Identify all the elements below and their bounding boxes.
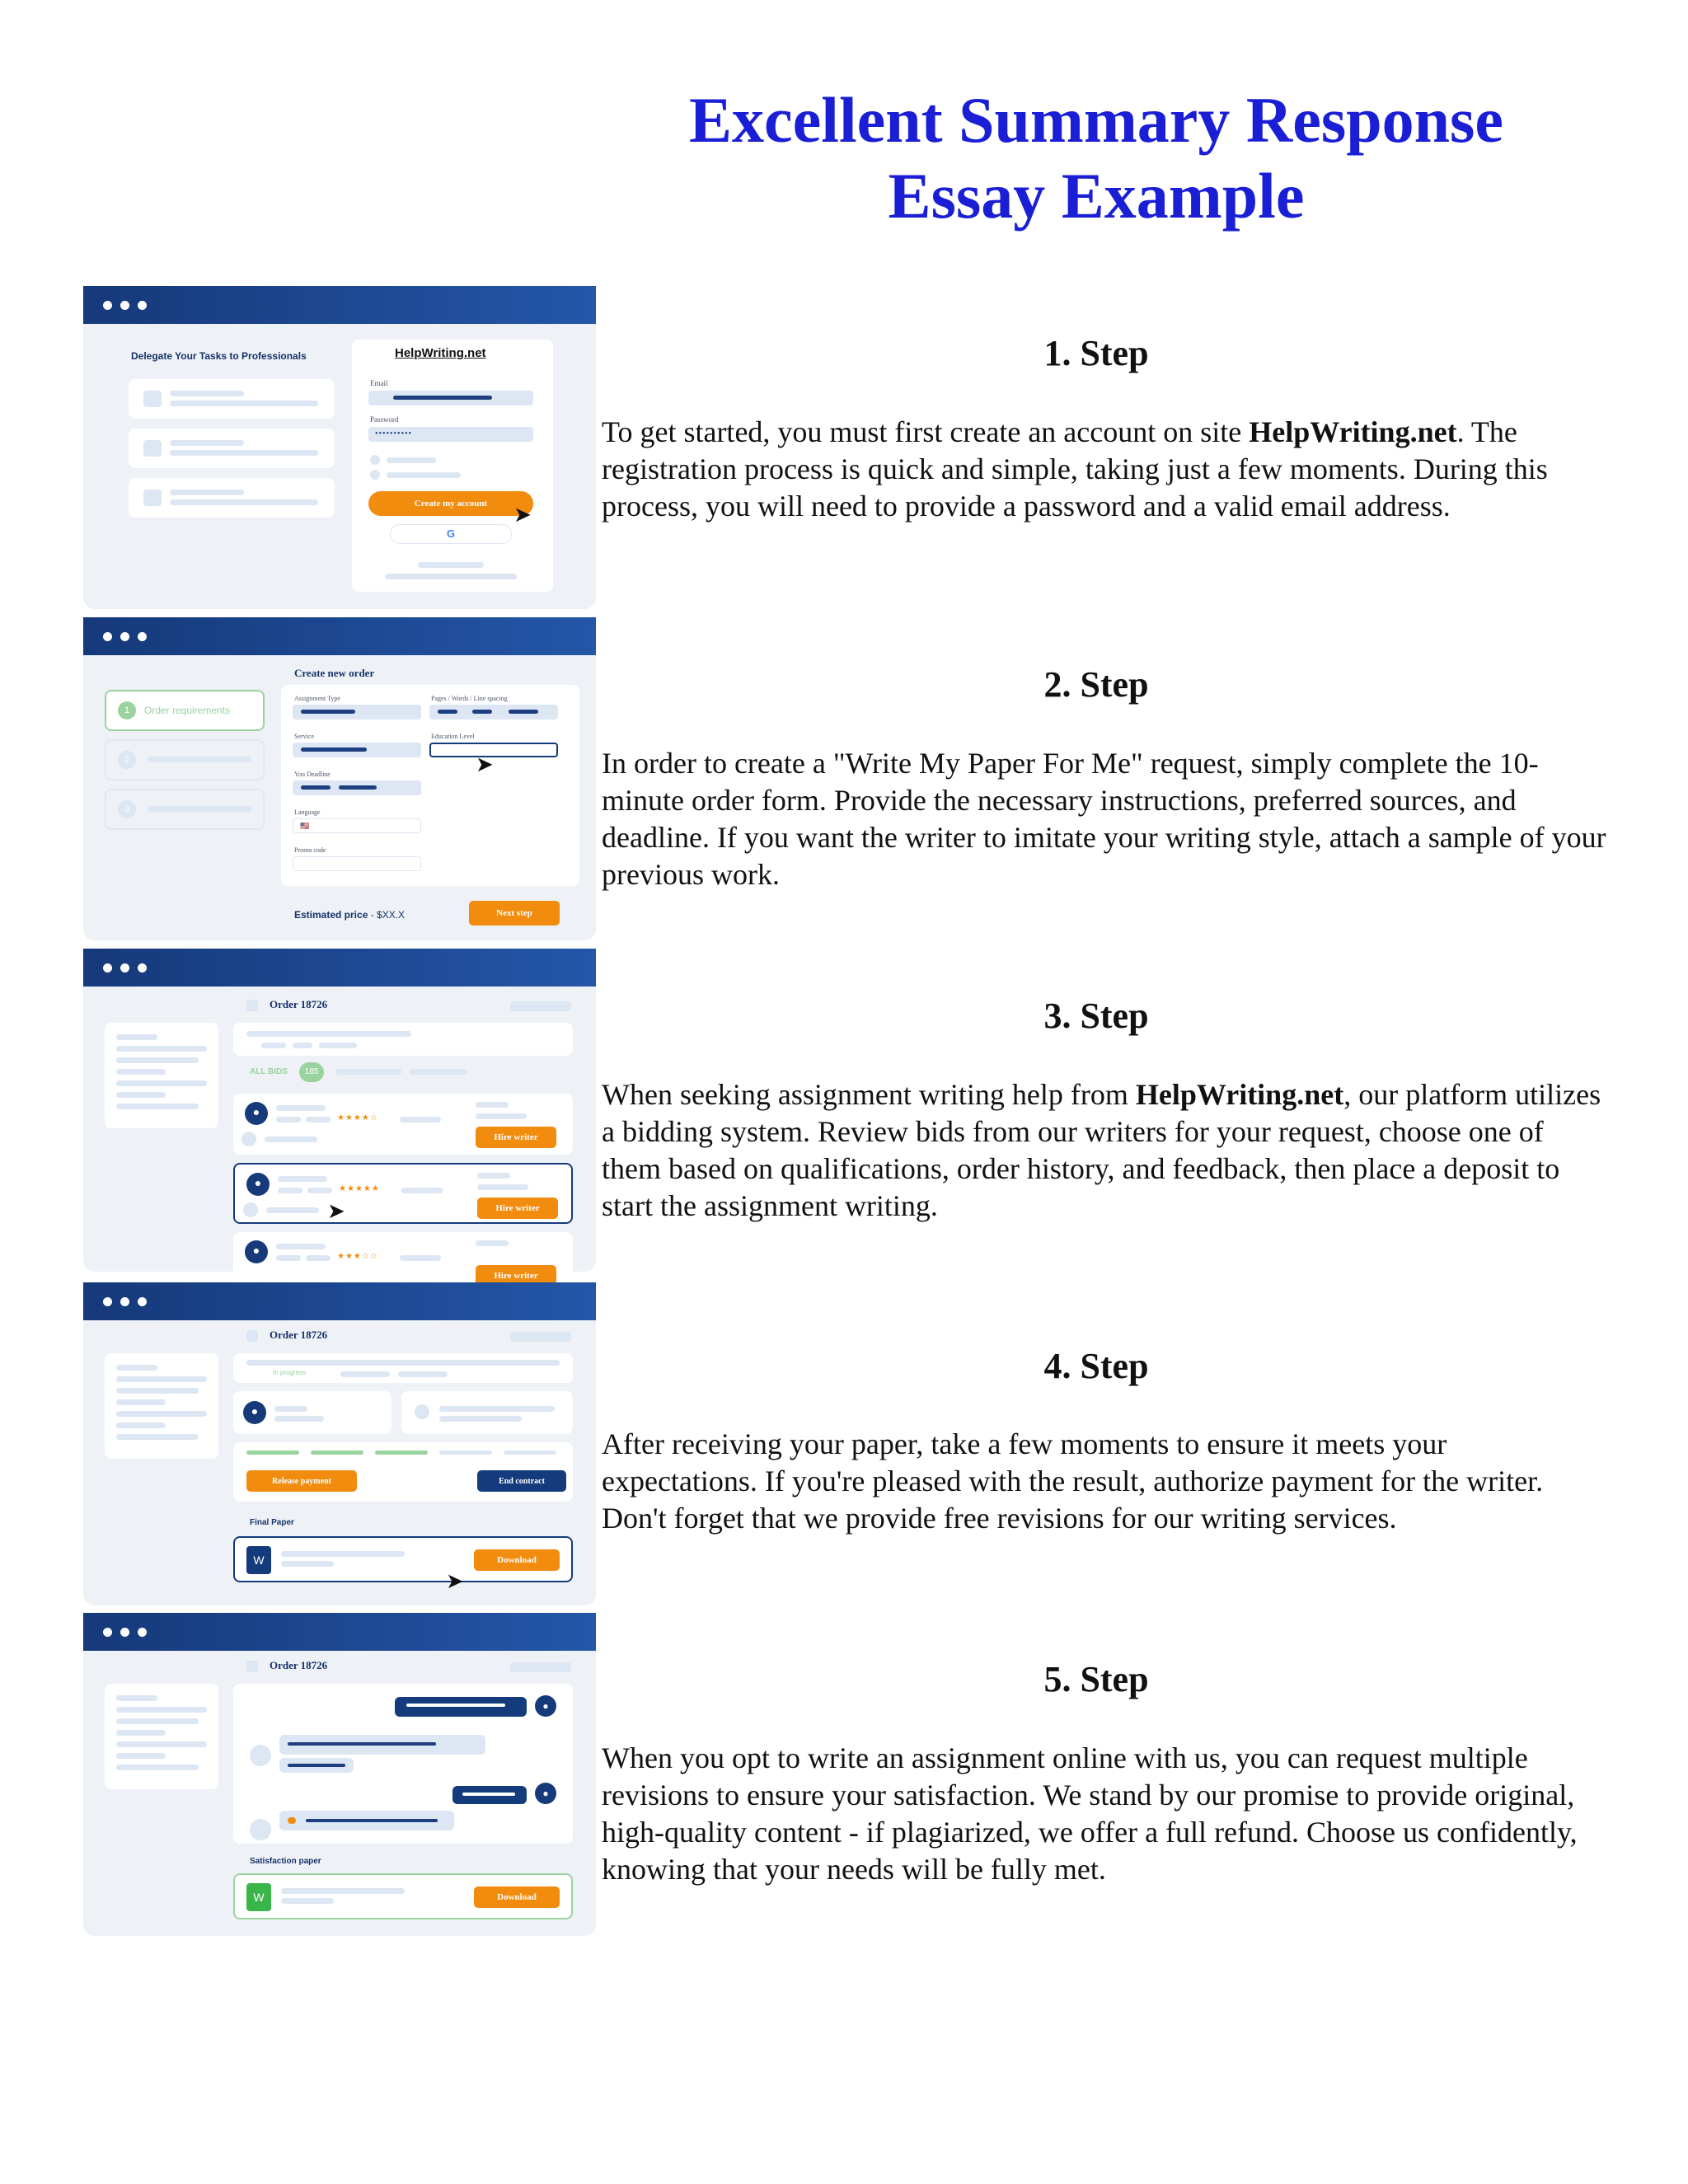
- order-title: Order 18726: [270, 1659, 328, 1671]
- step-number: 1: [118, 701, 136, 719]
- google-signin-button[interactable]: G: [390, 524, 512, 544]
- price-value: - $XX.X: [368, 909, 406, 921]
- writer-card: [233, 1391, 392, 1434]
- window-bar: [83, 617, 596, 655]
- payment-panel: [233, 1442, 573, 1502]
- deadline-label: You Deadline: [294, 771, 331, 778]
- step-3-text: When seeking assignment writing help from HelpWriting.net, our platform utilizes a bidding system. Review bids from our writers for your request, choose one of them based on qualifications, order history, and feedback, then place a deposit to start the assignment writing.: [602, 1078, 1601, 1222]
- sidebar: [105, 1353, 218, 1459]
- education-level-field[interactable]: [429, 743, 558, 757]
- step-5-heading: 5. Step: [1043, 1659, 1149, 1699]
- order-title: Order 18726: [270, 1329, 328, 1341]
- email-label: Email: [370, 379, 388, 387]
- bid-card-selected[interactable]: [233, 1163, 573, 1224]
- step-3[interactable]: [105, 789, 265, 830]
- step-1-heading: 1. Step: [1043, 333, 1149, 373]
- download-button[interactable]: Download: [474, 1549, 560, 1571]
- support-card: [401, 1391, 573, 1434]
- bid-card[interactable]: [233, 1094, 573, 1155]
- window-bar: [83, 949, 596, 987]
- document-icon: W: [246, 1883, 271, 1911]
- assignment-type-field[interactable]: [293, 705, 421, 719]
- final-paper-screenshot: [83, 1282, 596, 1605]
- avatar: ●: [535, 1783, 556, 1804]
- satisfaction-paper-file[interactable]: [233, 1873, 573, 1919]
- language-field[interactable]: 🇺🇸: [293, 818, 421, 833]
- cursor-icon: ➤: [513, 503, 532, 527]
- chat-message-sent: [452, 1786, 527, 1804]
- chat-message-received: [279, 1811, 454, 1830]
- chat-message-received: [279, 1758, 354, 1773]
- satisfaction-label: Satisfaction paper: [250, 1857, 321, 1866]
- sidebar: [105, 1684, 218, 1789]
- service-field[interactable]: [293, 743, 421, 757]
- step-4-text: After receiving your paper, take a few moments to ensure it meets your expectations. If you're pleased with the result, authorize payment for the writer. Don't forget that we provide free revisions for our writing services.: [602, 1427, 1544, 1535]
- order-form-screenshot: [83, 617, 596, 940]
- step-2-text: In order to create a "Write My Paper For Me" request, simply complete the 10-minute order form. Provide the necessary instructions, preferred sources, and deadline. If you want the writer to imitate your writing style, attach a sample of your previous work.: [602, 747, 1606, 891]
- status-label: In progress: [273, 1369, 307, 1376]
- step-number: 2: [118, 751, 136, 769]
- window-bar: [83, 1282, 596, 1320]
- page-title-line-1: Excellent Summary Response: [689, 84, 1503, 156]
- pages-label: Pages / Words / Line spacing: [431, 695, 508, 702]
- window-bar: [83, 1613, 596, 1651]
- password-field[interactable]: ••••••••••: [368, 427, 533, 442]
- task-card: [129, 429, 335, 468]
- next-step-button[interactable]: Next step: [469, 901, 560, 926]
- price-label: Estimated price: [294, 909, 368, 921]
- service-label: Service: [294, 733, 314, 740]
- release-payment-button[interactable]: Release payment: [246, 1470, 357, 1492]
- hire-writer-button[interactable]: Hire writer: [477, 1197, 558, 1219]
- assignment-type-label: Assignment Type: [294, 695, 340, 702]
- avatar: ●: [243, 1401, 266, 1424]
- signup-form: [352, 340, 553, 592]
- chat-message-received: [279, 1735, 485, 1755]
- order-summary: [233, 1353, 573, 1383]
- promo-code-field[interactable]: [293, 856, 421, 871]
- signup-screenshot: [83, 286, 596, 609]
- brand-name: HelpWriting.net: [1249, 415, 1457, 448]
- step-number: 3: [118, 800, 136, 818]
- rating-stars: ★★★★★: [339, 1184, 380, 1193]
- task-card: [129, 478, 335, 518]
- cursor-icon: ➤: [327, 1199, 345, 1223]
- all-bids-label: ALL BIDS: [250, 1067, 288, 1076]
- avatar: ●: [246, 1173, 270, 1196]
- password-label: Password: [370, 415, 399, 424]
- task-card: [129, 379, 335, 419]
- page-title: [602, 82, 1591, 234]
- order-title: Order 18726: [270, 998, 328, 1010]
- checkbox[interactable]: [370, 470, 380, 480]
- step-4-heading: 4. Step: [1043, 1346, 1149, 1386]
- step-2[interactable]: [105, 739, 265, 780]
- avatar: ●: [245, 1240, 268, 1263]
- step-label: Order requirements: [144, 705, 231, 716]
- checkbox[interactable]: [370, 455, 380, 465]
- create-order-heading: Create new order: [294, 667, 375, 679]
- final-paper-label: Final Paper: [250, 1518, 294, 1527]
- window-bar: [83, 286, 596, 324]
- sidebar: [105, 1023, 218, 1128]
- final-paper-file[interactable]: [233, 1536, 573, 1582]
- end-contract-button[interactable]: End contract: [477, 1470, 566, 1492]
- cursor-icon: ➤: [476, 752, 494, 776]
- avatar: ●: [245, 1102, 268, 1125]
- order-fields: [281, 685, 579, 886]
- order-summary: [233, 1023, 573, 1056]
- language-label: Language: [294, 808, 321, 816]
- step-1-text: To get started, you must first create an account on site HelpWriting.net. The registration process is quick and simple, taking just a few moments. During this process, you will need to provide a password and a valid email address.: [602, 415, 1548, 523]
- education-label: Education Level: [431, 733, 475, 740]
- pages-field[interactable]: [429, 705, 558, 719]
- brand-logo: HelpWriting.net: [395, 346, 486, 360]
- create-account-button[interactable]: Create my account: [368, 491, 533, 516]
- avatar: ●: [535, 1695, 556, 1717]
- bids-screenshot: [83, 949, 596, 1281]
- chat-panel: [233, 1684, 573, 1844]
- step-order-requirements[interactable]: [105, 690, 265, 731]
- revisions-screenshot: [83, 1613, 596, 1936]
- rating-stars: ★★★★☆: [337, 1113, 378, 1122]
- step-3-heading: 3. Step: [1043, 996, 1149, 1036]
- rating-stars: ★★★☆☆: [337, 1252, 378, 1261]
- word-document-icon: W: [246, 1546, 271, 1574]
- email-field[interactable]: [368, 391, 533, 405]
- hire-writer-button[interactable]: Hire writer: [476, 1265, 556, 1286]
- hire-writer-button[interactable]: Hire writer: [476, 1127, 556, 1148]
- page-title-line-2: Essay Example: [888, 160, 1305, 232]
- cursor-icon: ➤: [446, 1569, 464, 1593]
- delegate-heading: Delegate Your Tasks to Professionals: [131, 350, 307, 362]
- brand-name: HelpWriting.net: [1135, 1078, 1344, 1111]
- promo-label: Promo code: [294, 846, 326, 854]
- step-2-heading: 2. Step: [1043, 664, 1149, 705]
- download-button[interactable]: Download: [474, 1886, 560, 1908]
- estimated-price: [294, 909, 405, 921]
- bids-count-badge: 185: [299, 1062, 324, 1082]
- step-5-text: When you opt to write an assignment online with us, you can request multiple revisions to ensure your satisfaction. We stand by our promise to provide original, high-quality content - if plagiarized, we offer a full refund. Choose us confidently, knowing that your needs will be fully met.: [602, 1741, 1578, 1886]
- chat-message-sent: [395, 1697, 527, 1717]
- deadline-field[interactable]: [293, 780, 421, 795]
